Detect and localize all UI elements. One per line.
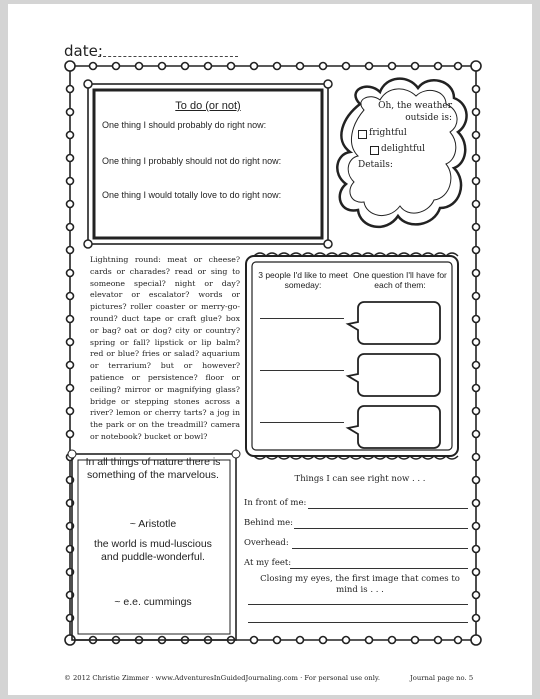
quote-2-author: ~ e.e. cummings	[114, 596, 192, 608]
footer-copyright: © 2012 Christie Zimmer · www.AdventuresInGuidedJournaling.com · For personal use only.	[64, 674, 381, 682]
journal-page	[8, 4, 532, 695]
date-label: date:	[64, 42, 103, 60]
questions-heading: One question I'll have for each of them:	[353, 270, 447, 290]
at-feet-field[interactable]	[290, 568, 468, 569]
quote-1-author: ~ Aristotle	[129, 518, 177, 530]
in-front-field[interactable]	[308, 508, 468, 509]
closing-field-1[interactable]	[248, 604, 468, 605]
weather-option-delightful: delightful	[381, 144, 426, 154]
todo-prompt-1: One thing I should probably do right now:	[102, 120, 267, 130]
footer-page-label: Journal page no. 5	[410, 674, 474, 682]
overhead-field[interactable]	[292, 548, 468, 549]
weather-option-frightful: frightful	[369, 128, 407, 138]
observations-heading: Things I can see right now . . .	[294, 474, 426, 484]
lightning-round-text: Lightning round: meat or cheese? cards or charades? read or sing to someone special? night or day? elevator or escalator? words or pictures? roller coaster or merry-go-round? duct tape or craft glue? box or bag? oat or dog? city or country? spring or fall? lipstick or lip balm? red or blue? fries or salad? aquarium or terrarium? but or however? patience or persistence? floor or ceiling? mirror or magnifying glass? bridge or stepping stones across a river? lemon or cherry tarts? a jog in the park or on the treadmill? camera or notebook? bucket or bowl?	[90, 255, 240, 441]
closing-field-2[interactable]	[248, 622, 468, 623]
person-line-2[interactable]	[260, 370, 344, 371]
behind-label: Behind me:	[244, 518, 294, 528]
at-feet-label: At my feet:	[244, 558, 292, 568]
checkbox-icon[interactable]	[358, 130, 367, 139]
todo-prompt-2: One thing I probably should not do right now:	[102, 156, 282, 166]
quote-2: the world is mud-luscious and puddle-wonderful.	[94, 538, 212, 563]
todo-title: To do (or not)	[175, 100, 241, 112]
quote-1: In all things of nature there is something of the marvelous.	[85, 456, 221, 481]
checkbox-icon[interactable]	[370, 146, 379, 155]
speech-bubble-icon	[348, 302, 440, 448]
overhead-label: Overhead:	[244, 538, 289, 548]
behind-field[interactable]	[294, 528, 468, 529]
weather-intro: Oh, the weather outside is:	[378, 101, 452, 123]
people-heading: 3 people I'd like to meet someday:	[258, 270, 348, 290]
todo-prompt-3: One thing I would totally love to do right now:	[102, 190, 282, 200]
weather-details-label: Details:	[358, 160, 393, 170]
person-line-3[interactable]	[260, 422, 344, 423]
in-front-label: In front of me:	[244, 498, 307, 508]
person-line-1[interactable]	[260, 318, 344, 319]
closing-prompt: Closing my eyes, the first image that comes to mind is . . .	[260, 574, 460, 595]
